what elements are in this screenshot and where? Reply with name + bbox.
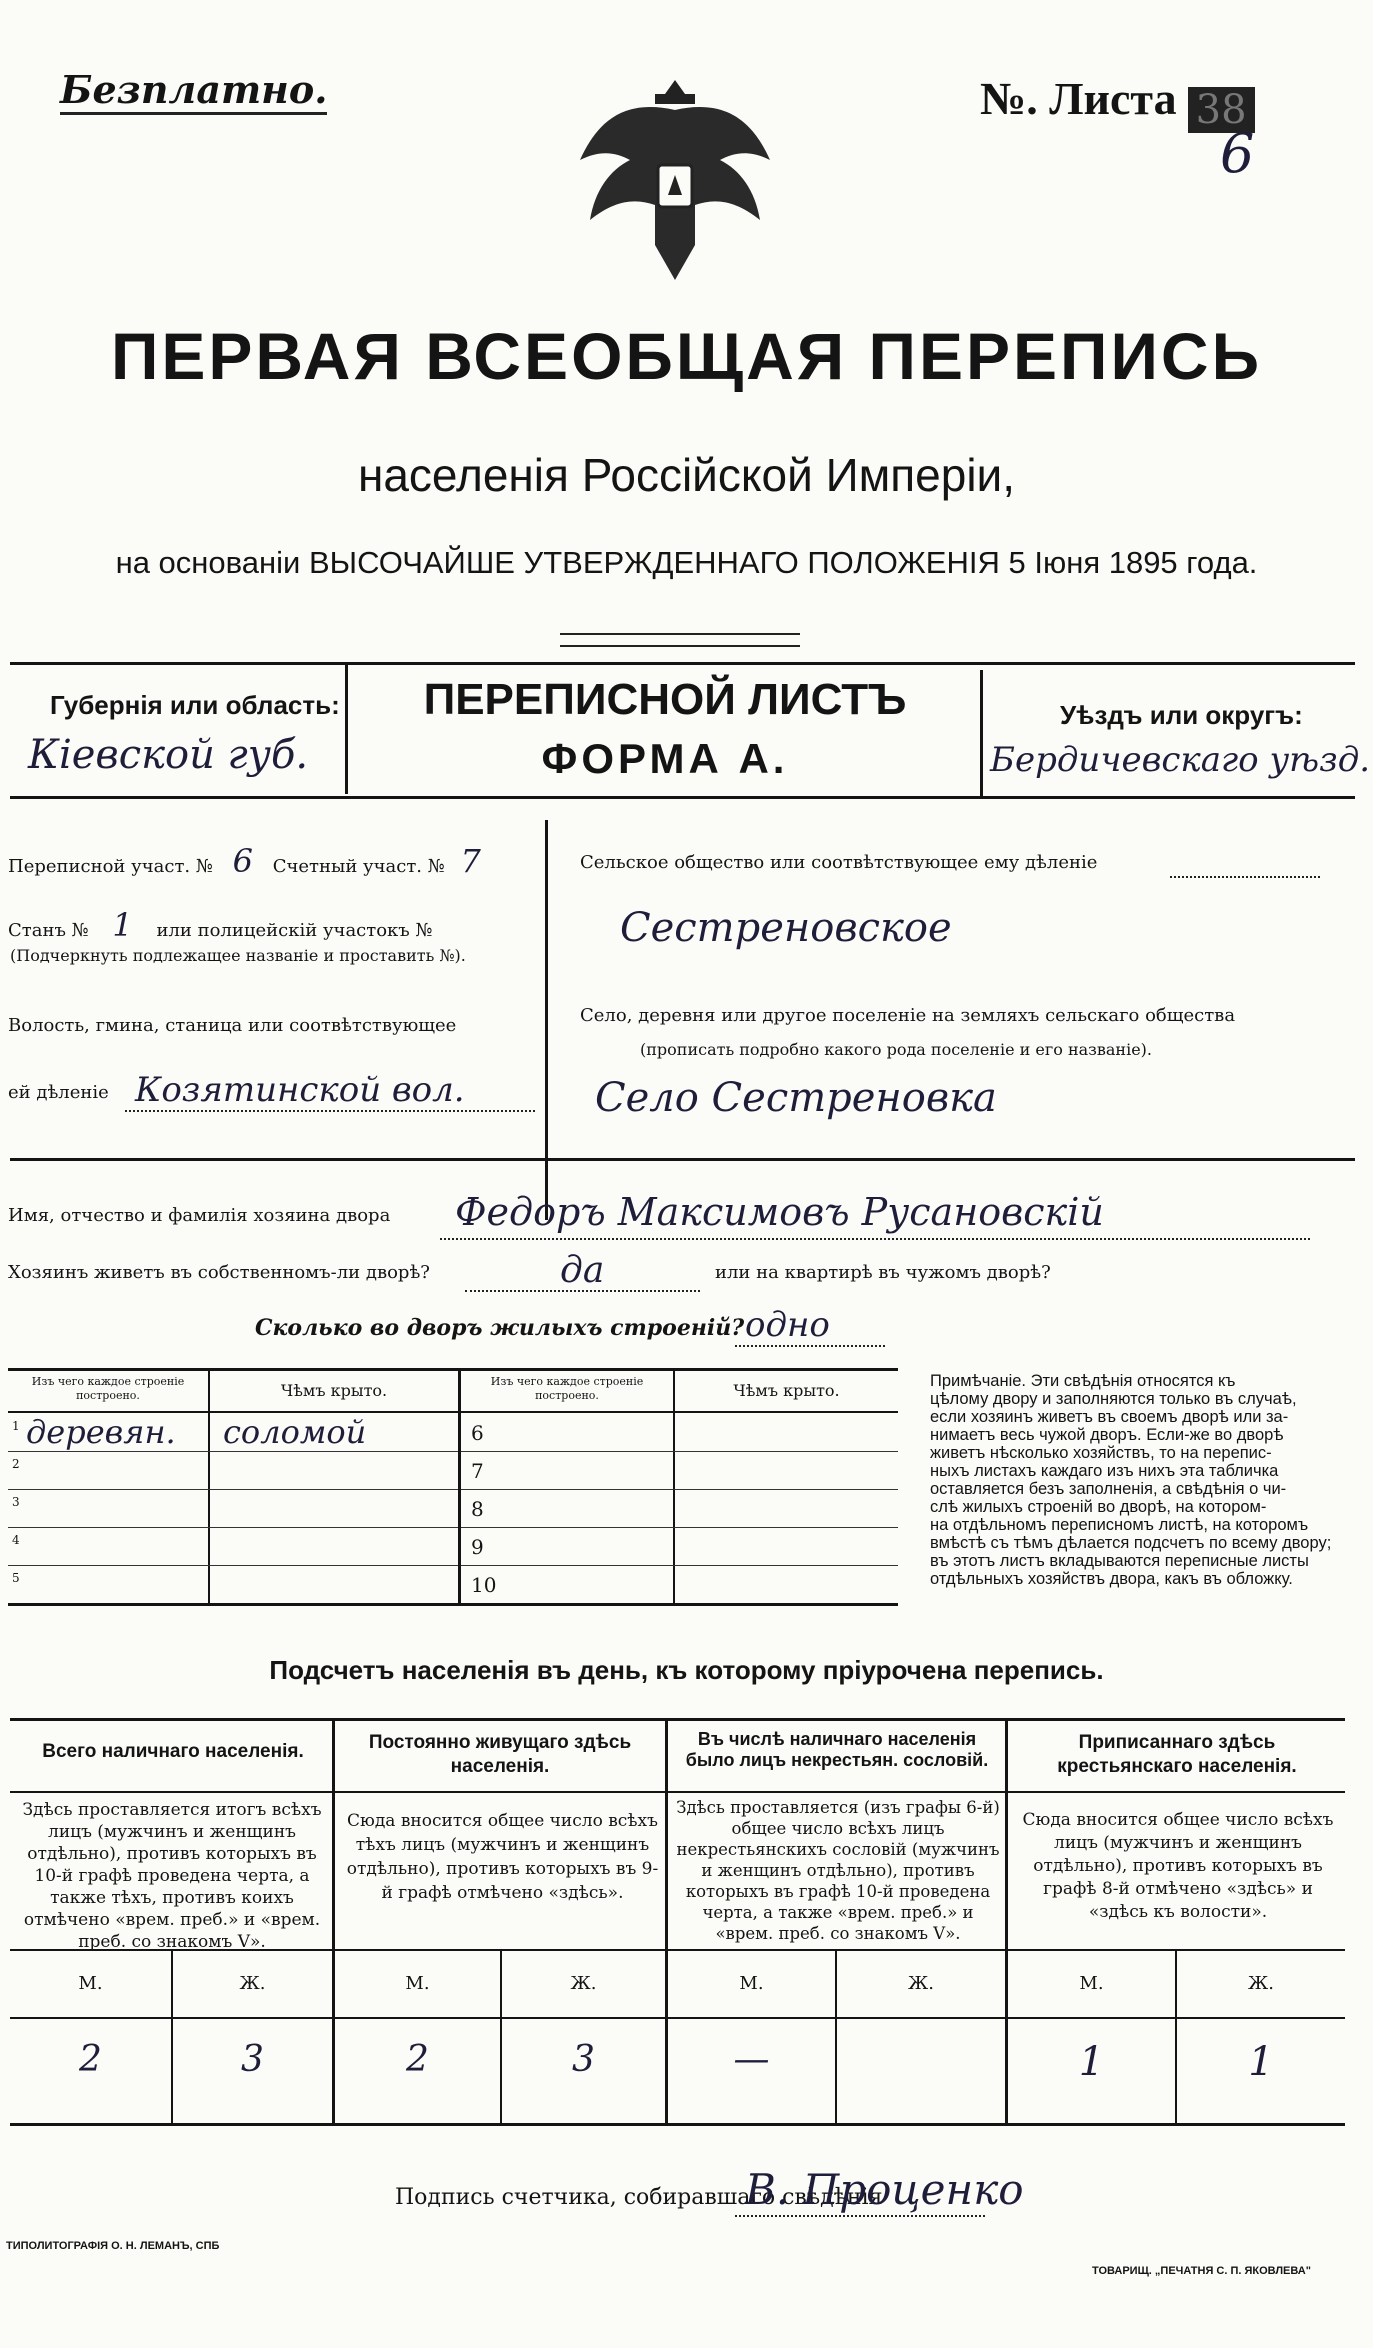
sheet-number-crossed: 38 xyxy=(1188,87,1255,133)
note-line: слѣ жилыхъ строеній во дворѣ, на котором- xyxy=(930,1498,1267,1516)
note-line: нимаетъ весь чужой дворъ. Если-же во дворѣ xyxy=(930,1426,1284,1444)
col-roof-header-left: Чѣмъ крыто. xyxy=(280,1381,388,1400)
female-count: 1 xyxy=(1248,2039,1274,2085)
population-heading: Подсчетъ населенія въ день, къ которому пріурочена перепись. xyxy=(269,1655,1104,1685)
table-row xyxy=(8,1451,458,1490)
roof-value: соломой xyxy=(223,1413,367,1451)
table-row xyxy=(8,1565,458,1603)
pop-col-title: Постоянно живущаго здѣсь населенія. xyxy=(368,1732,632,1777)
table-row xyxy=(461,1489,898,1528)
buildings-label: Сколько во дворъ жилыхъ строеній? xyxy=(255,1315,745,1341)
sheet-number-written: 6 xyxy=(1220,122,1255,185)
province-label: Губернія или область: xyxy=(50,690,340,720)
district-value: Бердичевскаго уѣзд. xyxy=(990,740,1371,780)
sheet-title: ПЕРЕПИСНОЙ ЛИСТЪ xyxy=(423,675,907,724)
row-number: 1 xyxy=(12,1419,20,1433)
row-number: 9 xyxy=(471,1535,484,1559)
pop-col-desc: Сюда вносится общее число всѣхъ тѣхъ лицъ (мужчинъ и женщинъ отдѣльно), противъ которыхъ въ 9-й графѣ отмѣчено «здѣсь». xyxy=(346,1811,659,1903)
table-row xyxy=(461,1451,898,1490)
stan-label: Станъ № xyxy=(8,920,89,941)
section-rule xyxy=(10,1158,1355,1161)
pop-col-desc: Здѣсь проставляется (изъ графы 6-й) общее число всѣхъ лицъ некрестьянскихъ сословій (мужчинъ и женщинъ отдѣльно), противъ которыхъ въ графѣ 10-й проведена черта, а также «врем. преб.» и «врем. преб. со знакомъ V». xyxy=(676,1798,1000,1943)
band-divider-right xyxy=(980,670,983,798)
table-row xyxy=(461,1527,898,1566)
sheet-number-label: №. Листа xyxy=(980,73,1177,124)
double-headed-eagle-emblem xyxy=(560,70,790,290)
table-row xyxy=(8,1489,458,1528)
row-number: 7 xyxy=(471,1459,484,1483)
census-section-line xyxy=(8,842,481,880)
f-label: Ж. xyxy=(1248,1973,1274,1994)
female-count: 3 xyxy=(241,2039,264,2080)
stan-rest: или полицейскій участокъ № xyxy=(156,920,433,941)
note-line: ныхъ листахъ каждаго изъ нихъ эта табличка xyxy=(930,1462,1279,1480)
stan-note: (Подчеркнуть подлежащее названіе и проставить №). xyxy=(10,946,466,965)
table-row xyxy=(461,1413,898,1452)
subtitle: населенія Россійской Имперіи, xyxy=(357,449,1016,501)
owner-name-dotted xyxy=(440,1238,1310,1240)
col-roof-header-right: Чѣмъ крыто. xyxy=(733,1381,840,1400)
sheet-number xyxy=(980,72,1320,185)
buildings-value: одно xyxy=(745,1305,830,1345)
form-name: ФОРМА А. xyxy=(541,735,789,782)
note-line: на отдѣльномъ переписномъ листѣ, на которомъ xyxy=(930,1516,1309,1534)
census-section-label: Переписной участ. № xyxy=(8,856,213,877)
col-built-header-left: Изъ чего каждое строеніе построено. xyxy=(31,1375,185,1402)
table-row xyxy=(8,1527,458,1566)
note-line: отдѣльныхъ хозяйствъ двора, какъ въ обложку. xyxy=(930,1570,1293,1588)
row-number: 5 xyxy=(12,1571,20,1585)
m-label: М. xyxy=(1079,1973,1104,1994)
owner-name-label: Имя, отчество и фамилія хозяина двора xyxy=(8,1205,391,1226)
band-divider-left xyxy=(345,662,348,794)
stan-line xyxy=(8,906,433,944)
volost-value: Козятинской вол. xyxy=(135,1070,465,1110)
f-label: Ж. xyxy=(570,1973,597,1994)
society-value: Сестреновское xyxy=(620,905,952,951)
female-count: 3 xyxy=(572,2039,595,2080)
volost-label-2: ей дѣленіе xyxy=(8,1082,109,1103)
m-label: М. xyxy=(78,1973,103,1994)
row-number: 8 xyxy=(471,1497,484,1521)
pop-mf-rule xyxy=(10,2017,1345,2019)
pop-col-title: Всего наличнаго населенія. xyxy=(42,1741,304,1762)
table-row xyxy=(461,1565,898,1603)
volost-label: Волость, гмина, станица или соотвѣтствующее xyxy=(8,1015,457,1036)
province-value: Кіевской губ. xyxy=(28,732,309,778)
row-number: 2 xyxy=(12,1457,20,1471)
row-number: 10 xyxy=(471,1573,497,1597)
rent-label: или на квартирѣ въ чужомъ дворѣ? xyxy=(715,1262,1051,1283)
society-label: Сельское общество или соотвѣтствующее ему дѣленіе xyxy=(580,852,1098,873)
f-label: Ж. xyxy=(908,1973,934,1994)
row-number: 3 xyxy=(12,1495,20,1509)
buildings-table xyxy=(8,1368,898,1606)
village-value: Село Сестреновка xyxy=(595,1075,997,1121)
population-table xyxy=(10,1718,1345,2126)
main-title: ПЕРВАЯ ВСЕОБЩАЯ ПЕРЕПИСЬ xyxy=(110,319,1263,393)
village-label: Село, деревня или другое поселеніе на земляхъ сельскаго общества xyxy=(580,1005,1236,1026)
census-section-value: 6 xyxy=(232,842,253,880)
m-label: М. xyxy=(405,1973,430,1994)
stan-value: 1 xyxy=(112,906,133,944)
note-line: оставляется безъ заполненія, а свѣдѣнія о чи- xyxy=(930,1480,1287,1498)
note-line: въ этотъ листъ вкладываются переписные листы xyxy=(930,1552,1309,1570)
note-line: Примѣчаніе. Эти свѣдѣнія относятся къ xyxy=(930,1372,1236,1390)
printer-left: ТИПОЛИТОГРАФІЯ О. Н. ЛЕМАНЪ, СПБ xyxy=(6,2240,220,2252)
pop-col-title: Приписаннаго здѣсь крестьянскаго населенія. xyxy=(1057,1732,1297,1777)
signature-label: Подпись счетчика, собиравшаго свѣдѣнія xyxy=(395,2185,883,2210)
band-bottom-rule xyxy=(10,796,1355,799)
built-value: деревян. xyxy=(26,1413,176,1451)
free-label: Безплатно. xyxy=(60,68,327,115)
ornament-divider xyxy=(560,633,800,647)
note-line: вмѣстѣ съ тѣмъ дѣлается подсчетъ по всему двору; xyxy=(930,1534,1332,1552)
male-count: — xyxy=(733,2039,770,2080)
own-yard-dotted xyxy=(465,1290,700,1292)
note-line: цѣлому двору и заполняются только въ случаѣ, xyxy=(930,1390,1297,1408)
village-note: (прописать подробно какого рода поселеніе и его названіе). xyxy=(640,1040,1152,1059)
basis-line: на основаніи ВЫСОЧАЙШЕ УТВЕРЖДЕННАГО ПОЛОЖЕНІЯ 5 Іюня 1895 года. xyxy=(115,545,1258,580)
m-label: М. xyxy=(739,1973,764,1994)
row-number: 4 xyxy=(12,1533,20,1547)
own-yard-label: Хозяинъ живетъ въ собственномъ-ли дворѣ? xyxy=(8,1262,430,1283)
note-block xyxy=(930,1372,1340,1588)
buildings-dotted xyxy=(735,1345,885,1347)
row-number: 6 xyxy=(471,1421,484,1445)
pop-title-rule xyxy=(10,1791,1345,1793)
society-dotted-line xyxy=(1170,876,1320,878)
pop-col-desc: Сюда вносится общее число всѣхъ лицъ (мужчинъ и женщинъ отдѣльно), противъ которыхъ въ графѣ 8-й отмѣчено «здѣсь» и «здѣсь къ волости». xyxy=(1022,1810,1334,1922)
f-label: Ж. xyxy=(239,1973,266,1994)
owner-name-value: Федоръ Максимовъ Русановскій xyxy=(455,1190,1104,1234)
male-count: 2 xyxy=(406,2039,429,2080)
district-label: Уѣздъ или округъ: xyxy=(1060,700,1303,730)
note-line: живетъ нѣсколько хозяйствъ, то на перепис- xyxy=(930,1444,1272,1462)
table-row xyxy=(8,1413,458,1452)
col-built-header-right: Изъ чего каждое строеніе построено. xyxy=(490,1375,644,1402)
own-yard-value: да xyxy=(560,1250,605,1291)
printer-right: ТОВАРИЩ. „ПЕЧАТНЯ С. П. ЯКОВЛЕВА" xyxy=(1092,2265,1311,2277)
signature-value: В. Проценко xyxy=(745,2165,1024,2214)
pop-col-desc: Здѣсь проставляется итогъ всѣхъ лицъ (мужчинъ и женщинъ отдѣльно), противъ которыхъ въ 10-й графѣ проведена черта, а также тѣхъ, противъ коихъ отмѣчено «врем. преб.» и «врем. преб. со знакомъ V». xyxy=(22,1800,322,1952)
count-section-label: Счетный участ. № xyxy=(272,856,445,877)
band-top-rule xyxy=(10,662,1355,665)
signature-dotted xyxy=(735,2215,985,2217)
volost-dotted-line xyxy=(125,1110,535,1112)
male-count: 1 xyxy=(1078,2039,1105,2085)
pop-col-title: Въ числѣ наличнаго населенія было лицъ некрестьян. сословій. xyxy=(685,1729,989,1770)
count-section-value: 7 xyxy=(460,842,481,880)
note-line: если хозяинъ живетъ въ своемъ дворѣ или за- xyxy=(930,1408,1289,1426)
male-count: 2 xyxy=(79,2039,102,2080)
